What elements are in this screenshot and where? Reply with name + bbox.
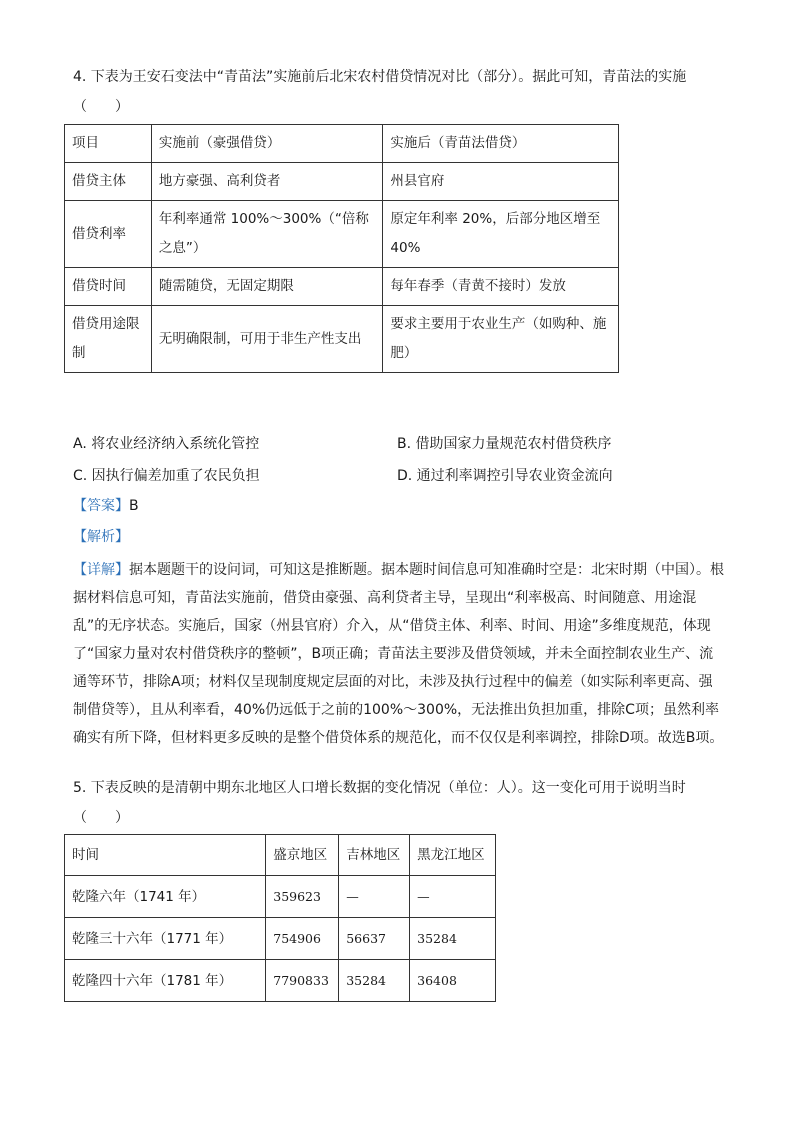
table-cell: 黑龙江地区 [410, 835, 496, 876]
q4-detail [73, 556, 725, 752]
table-cell: 56637 [339, 918, 410, 960]
table-cell: 359623 [266, 876, 339, 918]
table-row [65, 201, 619, 268]
table-header-row [65, 125, 619, 163]
table-cell: — [410, 876, 496, 918]
table-cell: 时间 [65, 835, 266, 876]
table-cell: 36408 [410, 960, 496, 1002]
table-cell: 35284 [410, 918, 496, 960]
table-cell: 项目 [65, 125, 152, 163]
table-cell: 原定年利率 20%，后部分地区增至 40% [383, 201, 619, 268]
table-cell: 借贷用途限制 [65, 306, 152, 373]
table-cell: 乾隆四十六年（1781 年） [65, 960, 266, 1002]
q5-stem-line2: （ ） [73, 810, 129, 826]
table-cell: 借贷主体 [65, 163, 152, 201]
table-cell: 实施后（青苗法借贷） [383, 125, 619, 163]
table-cell: 754906 [266, 918, 339, 960]
q5-table [64, 834, 496, 1002]
q4-option-b: B. 借助国家力量规范农村借贷秩序 [397, 436, 612, 452]
table-cell: 借贷利率 [65, 201, 152, 268]
answer-tag: 【答案】 [73, 498, 129, 514]
table-cell: 要求主要用于农业生产（如购种、施肥） [383, 306, 619, 373]
q4-stem-line1: 4. 下表为王安石变法中“青苗法”实施前后北宋农村借贷情况对比（部分）。据此可知，青苗法的实施 [73, 69, 687, 85]
table-row [65, 163, 619, 201]
detail-tag: 【详解】 [73, 562, 129, 578]
table-row [65, 918, 496, 960]
table-cell: — [339, 876, 410, 918]
table-cell: 7790833 [266, 960, 339, 1002]
q4-stem-line2: （ ） [73, 99, 129, 115]
table-cell: 乾隆三十六年（1771 年） [65, 918, 266, 960]
q4-table [64, 124, 619, 373]
q5-stem-line1: 5. 下表反映的是清朝中期东北地区人口增长数据的变化情况（单位：人）。这一变化可用于说明当时 [73, 780, 686, 796]
table-cell: 地方豪强、高利贷者 [151, 163, 383, 201]
table-header-row [65, 835, 496, 876]
table-cell: 吉林地区 [339, 835, 410, 876]
table-row [65, 268, 619, 306]
answer-value: B [129, 498, 139, 514]
table-cell: 无明确限制，可用于非生产性支出 [151, 306, 383, 373]
q4-answer [73, 496, 139, 516]
table-cell: 每年春季（青黄不接时）发放 [383, 268, 619, 306]
table-cell: 年利率通常 100%～300%（“倍称之息”） [151, 201, 383, 268]
q4-option-c: C. 因执行偏差加重了农民负担 [73, 468, 260, 484]
table-row [65, 960, 496, 1002]
table-cell: 35284 [339, 960, 410, 1002]
table-cell: 乾隆六年（1741 年） [65, 876, 266, 918]
detail-text: 据本题题干的设问词，可知这是推断题。据本题时间信息可知准确时空是：北宋时期（中国）。根据材料信息可知，青苗法实施前，借贷由豪强、高利贷者主导，呈现出“利率极高、时间随意、用途混乱”的无序状态。实施后，国家（州县官府）介入，从“借贷主体、利率、时间、用途”多维度规范，体现了“国家力量对农村借贷秩序的整顿”，B项正确；青苗法主要涉及借贷领域，并未全面控制农业生产、流通等环节，排除A项；材料仅呈现制度规定层面的对比，未涉及执行过程中的偏差（如实际利率更高、强制借贷等），且从利率看，40%仍远低于之前的100%～300%，无法推出负担加重，排除C项；虽然利率确实有所下降，但材料更多反映的是整个借贷体系的规范化，而不仅仅是利率调控，排除D项。故选B项。 [73, 562, 724, 746]
q4-option-d: D. 通过利率调控引导农业资金流向 [397, 468, 613, 484]
table-cell: 借贷时间 [65, 268, 152, 306]
table-cell: 州县官府 [383, 163, 619, 201]
table-cell: 盛京地区 [266, 835, 339, 876]
q4-analysis-tag: 【解析】 [73, 529, 129, 545]
table-cell: 实施前（豪强借贷） [151, 125, 383, 163]
q4-option-a: A. 将农业经济纳入系统化管控 [73, 436, 260, 452]
table-row [65, 306, 619, 373]
table-cell: 随需随贷，无固定期限 [151, 268, 383, 306]
table-row [65, 876, 496, 918]
